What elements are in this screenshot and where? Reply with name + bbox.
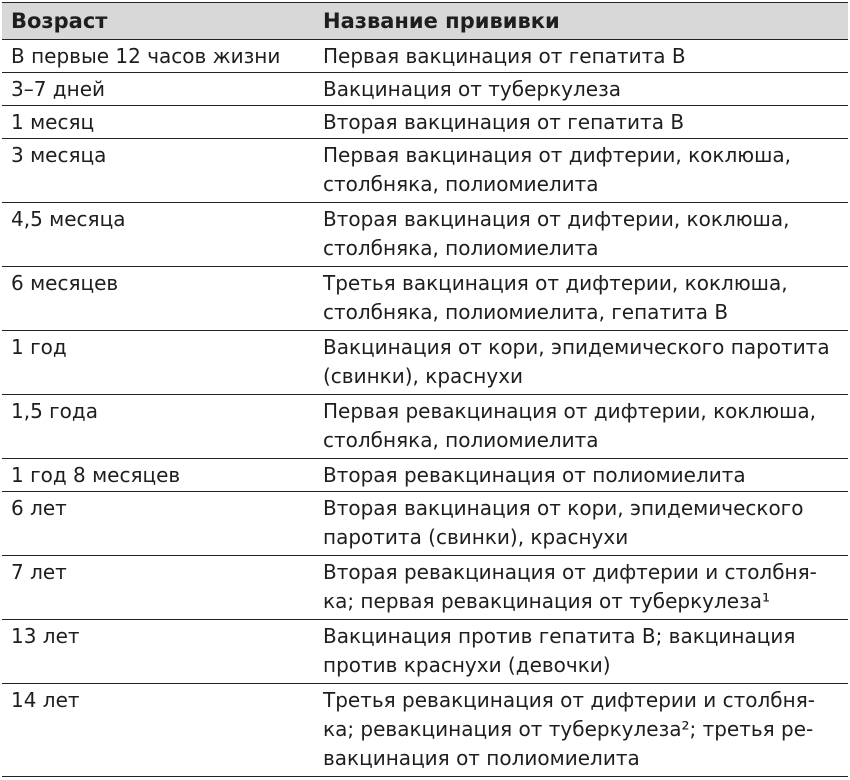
vaccination-cell: Третья вакцинация от дифтерии, коклюша, столбняка, полиомиелита, гепатита В: [311, 267, 848, 331]
table-row: [2, 331, 848, 395]
table-row: [2, 556, 848, 620]
table-row: [2, 139, 848, 203]
vaccination-cell: Вторая вакцинация от кори, эпидемического паротита (свинки), краснухи: [311, 492, 848, 556]
age-cell: 1 месяц: [2, 106, 311, 139]
age-cell: 6 месяцев: [2, 267, 311, 331]
vaccination-cell: Вакцинация от кори, эпидемического паротита (свинки), краснухи: [311, 331, 848, 395]
table-row: [2, 267, 848, 331]
vaccination-cell: Вторая вакцинация от гепатита В: [311, 106, 848, 139]
age-cell: 7 лет: [2, 556, 311, 620]
vaccination-cell: Первая вакцинация от гепатита В: [311, 40, 848, 73]
table-row: [2, 684, 848, 777]
table-row: [2, 459, 848, 492]
vaccination-cell: Вакцинация против гепатита В; вакцинация против краснухи (девочки): [311, 620, 848, 684]
table-row: [2, 106, 848, 139]
vaccination-cell: Первая вакцинация от дифтерии, коклюша, столбняка, полиомиелита: [311, 139, 848, 203]
age-cell: 1 год 8 месяцев: [2, 459, 311, 492]
vaccination-cell: Вторая ревакцинация от дифтерии и столбня- ка; первая ревакцинация от туберкулеза¹: [311, 556, 848, 620]
vaccination-cell: Вторая ревакцинация от полиомиелита: [311, 459, 848, 492]
age-cell: 1,5 года: [2, 395, 311, 459]
age-cell: В первые 12 часов жизни: [2, 40, 311, 73]
age-cell: 14 лет: [2, 684, 311, 777]
table-row: [2, 492, 848, 556]
column-header-age: Возраст: [2, 3, 311, 40]
table-header-row: [2, 3, 848, 40]
table-row: [2, 620, 848, 684]
age-cell: 3–7 дней: [2, 73, 311, 106]
table-row: [2, 73, 848, 106]
age-cell: 1 год: [2, 331, 311, 395]
table-row: [2, 395, 848, 459]
vaccination-schedule-table: [2, 2, 848, 777]
age-cell: 3 месяца: [2, 139, 311, 203]
age-cell: 4,5 месяца: [2, 203, 311, 267]
vaccination-cell: Вторая вакцинация от дифтерии, коклюша, столбняка, полиомиелита: [311, 203, 848, 267]
vaccination-cell: Вакцинация от туберкулеза: [311, 73, 848, 106]
table-row: [2, 203, 848, 267]
table-row: [2, 40, 848, 73]
vaccination-cell: Третья ревакцинация от дифтерии и столбня- ка; ревакцинация от туберкулеза²; третья ре- вакцинация от полиомиелита: [311, 684, 848, 777]
age-cell: 13 лет: [2, 620, 311, 684]
column-header-vaccination-name: Название прививки: [311, 3, 848, 40]
age-cell: 6 лет: [2, 492, 311, 556]
vaccination-cell: Первая ревакцинация от дифтерии, коклюша, столбняка, полиомиелита: [311, 395, 848, 459]
